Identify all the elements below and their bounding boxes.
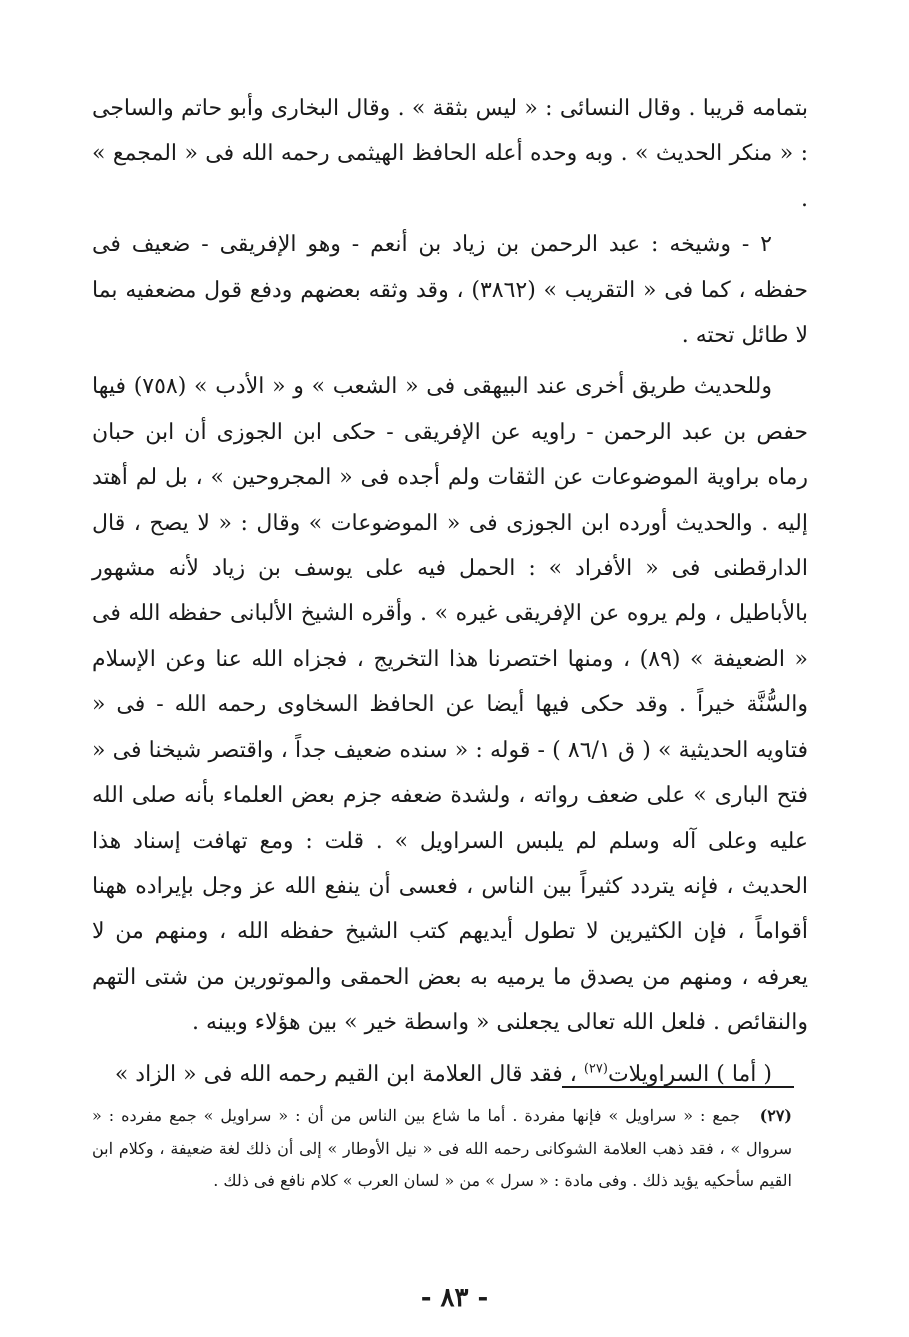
paragraph-2 bbox=[92, 222, 808, 358]
paragraph-text-before: ( أما ) السراويلات bbox=[607, 1061, 772, 1087]
paragraph-4 bbox=[92, 1052, 808, 1097]
page-number: - ٨٣ - bbox=[420, 1283, 489, 1313]
footnote-text: جمع : « سراويل » فإنها مفردة . أما ما شاع بين الناس من أن : « سراويل » جمع مفرده : « سروال » ، فقد ذهب العلامة الشوكانى رحمه الله فى « نيل الأوطار » إلى أن ذلك لغة ضعيفة ، وكلام ابن القيم سأحكيه يؤيد ذلك . وفى مادة : « سرل » من « لسان العرب » كلام نافع فى ذلك . bbox=[92, 1106, 792, 1190]
paragraph-text: بتمامه قريبا . وقال النسائى : « ليس بثقة » . وقال البخارى وأبو حاتم والساجى : « منكر الحديث » . وبه وحده أعله الحافظ الهيثمى رحمه الله فى « المجمع » . bbox=[92, 96, 808, 212]
footnote-separator bbox=[562, 1086, 794, 1088]
page-body bbox=[92, 86, 808, 1097]
paragraph-text bbox=[92, 1052, 808, 1097]
footnote bbox=[92, 1100, 792, 1198]
paragraph-text-after: ، فقد قال العلامة ابن القيم رحمه الله فى « الزاد » bbox=[114, 1061, 584, 1087]
footnote-number: (٢٧) bbox=[759, 1106, 792, 1125]
paragraph-1 bbox=[92, 86, 808, 222]
paragraph-text: وللحديث طريق أخرى عند البيهقى فى « الشعب » و « الأدب » (٧٥٨) فيها حفص بن عبد الرحمن - راويه عن الإفريقى - حكى ابن الجوزى أن ابن حبان رماه براوية الموضوعات عن الثقات ولم أجده فى « المجروحين » ، بل لم أهتد إليه . والحديث أورده ابن الجوزى فى « الموضوعات » وقال : « لا يصح ، قال الدارقطنى فى « الأفراد » : الحمل فيه على يوسف بن زياد لأنه مشهور بالأباطيل ، ولم يروه عن الإفريقى غيره » . وأقره الشيخ الألبانى حفظه الله فى « الضعيفة » (٨٩) ، ومنها اختصرنا هذا التخريج ، فجزاه الله عنا وعن الإسلام والسُّنَّة خيراً . وقد حكى فيها أيضا عن الحافظ السخاوى رحمه الله - فى « فتاويه الحديثية » ( ق ٨٦/١ ) - قوله : « سنده ضعيف جداً ، واقتصر شيخنا فى « فتح البارى » على ضعف رواته ، ولشدة ضعفه جزم بعض العلماء بأنه صلى الله عليه وعلى آله وسلم لم يلبس السراويل » . قلت : ومع تهافت إسناد هذا الحديث ، فإنه يتردد كثيراً بين الناس ، فعسى أن ينفع الله عز وجل بإيراده ههنا أقواماً ، فإن الكثيرين لا تطول أيديهم كتب الشيخ حفظه الله ، ومنهم من لا يعرفه ، ومنهم من يصدق ما يرميه به بعض الحمقى والموتورين من شتى التهم والنقائص . فلعل الله تعالى يجعلنى « واسطة خير » بين هؤلاء وبينه . bbox=[92, 374, 808, 1036]
paragraph-3 bbox=[92, 364, 808, 1045]
paragraph-text: ٢ - وشيخه : عبد الرحمن بن زياد بن أنعم - وهو الإفريقى - ضعيف فى حفظه ، كما فى « التقريب » (٣٨٦٢) ، وقد وثقه بعضهم ودفع قول مضعفيه بما لا طائل تحته . bbox=[92, 232, 808, 349]
footnote-reference: (٢٧) bbox=[583, 1061, 608, 1077]
